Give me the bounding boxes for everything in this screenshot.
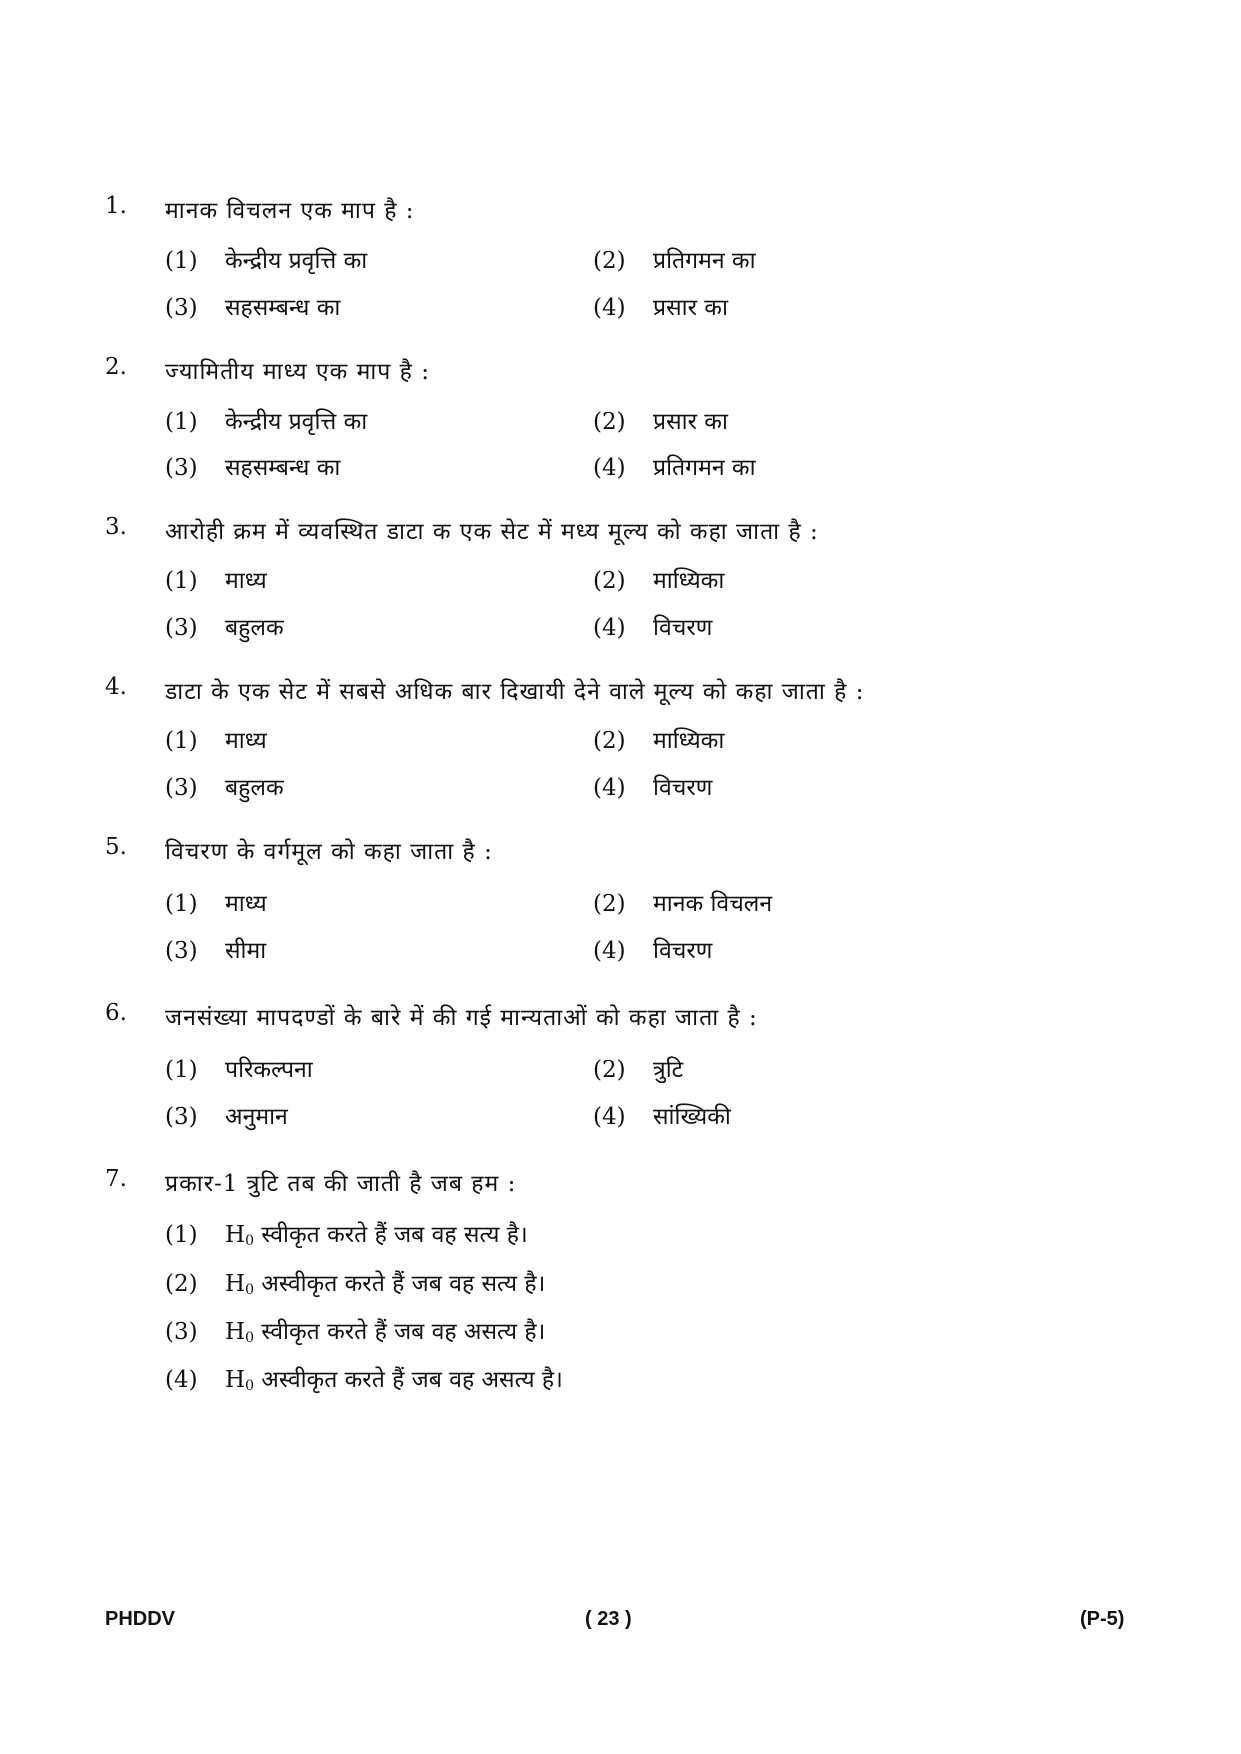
- question-text: ज्यामितीय माध्य एक माप है :: [165, 359, 430, 385]
- question-number: 1.: [105, 193, 127, 219]
- question-text: मानक विचलन एक माप है :: [165, 198, 415, 224]
- option-3: (3) अनुमान: [165, 1104, 288, 1130]
- paper-code: PHDDV: [105, 1608, 176, 1630]
- option-2: (2) माध्यिका: [593, 728, 725, 754]
- option-2: (2) $H_0$ अस्वीकृत करते हैं जब वह सत्य है।: [165, 1271, 546, 1298]
- set-code: (P-5): [1080, 1608, 1125, 1630]
- option-3: (3) सहसम्बन्ध का: [165, 295, 341, 321]
- option-4: (4) सांख्यिकी: [593, 1104, 731, 1130]
- option-2: (2) त्रुटि: [593, 1057, 684, 1083]
- question-text: विचरण के वर्गमूल को कहा जाता है :: [165, 839, 493, 865]
- question-text: प्रकार-1 त्रुटि तब की जाती है जब हम :: [165, 1171, 517, 1197]
- page-number: ( 23 ): [585, 1608, 632, 1630]
- option-2: (2) प्रसार का: [593, 409, 728, 435]
- option-1: (1) माध्य: [165, 728, 267, 754]
- option-4: (4) विचरण: [593, 775, 713, 801]
- option-4: (4) विचरण: [593, 938, 713, 964]
- question-text: डाटा के एक सेट में सबसे अधिक बार दिखायी देने वाले मूल्य को कहा जाता है :: [165, 679, 865, 705]
- option-2: (2) माध्यिका: [593, 568, 725, 594]
- option-2: (2) मानक विचलन: [593, 891, 773, 917]
- question-number: 7.: [105, 1166, 127, 1192]
- question-number: 3.: [105, 514, 127, 540]
- question-text: जनसंख्या मापदण्डों के बारे में की गई मान्यताओं को कहा जाता है :: [165, 1005, 758, 1031]
- option-1: (1) माध्य: [165, 891, 267, 917]
- question-number: 6.: [105, 1000, 127, 1026]
- option-3: (3) बहुलक: [165, 615, 284, 641]
- option-1: (1) केन्द्रीय प्रवृत्ति का: [165, 248, 368, 274]
- option-4: (4) प्रतिगमन का: [593, 455, 756, 481]
- option-3: (3) सहसम्बन्ध का: [165, 455, 341, 481]
- option-4: (4) प्रसार का: [593, 295, 728, 321]
- option-2: (2) प्रतिगमन का: [593, 248, 756, 274]
- option-3: (3) बहुलक: [165, 775, 284, 801]
- option-1: (1) केन्द्रीय प्रवृत्ति का: [165, 409, 368, 435]
- option-1: (1) माध्य: [165, 568, 267, 594]
- question-number: 2.: [105, 354, 127, 380]
- option-3: (3) सीमा: [165, 938, 267, 964]
- question-number: 5.: [105, 834, 127, 860]
- option-4: (4) विचरण: [593, 615, 713, 641]
- option-3: (3) $H_0$ स्वीकृत करते हैं जब वह असत्य है।: [165, 1319, 546, 1346]
- question-text: आरोही क्रम में व्यवस्थित डाटा क एक सेट में मध्य मूल्य को कहा जाता है :: [165, 519, 819, 545]
- option-4: (4) $H_0$ अस्वीकृत करते हैं जब वह असत्य है।: [165, 1367, 563, 1394]
- question-number: 4.: [105, 674, 127, 700]
- option-1: (1) $H_0$ स्वीकृत करते हैं जब वह सत्य है।: [165, 1222, 528, 1249]
- option-1: (1) परिकल्पना: [165, 1057, 313, 1083]
